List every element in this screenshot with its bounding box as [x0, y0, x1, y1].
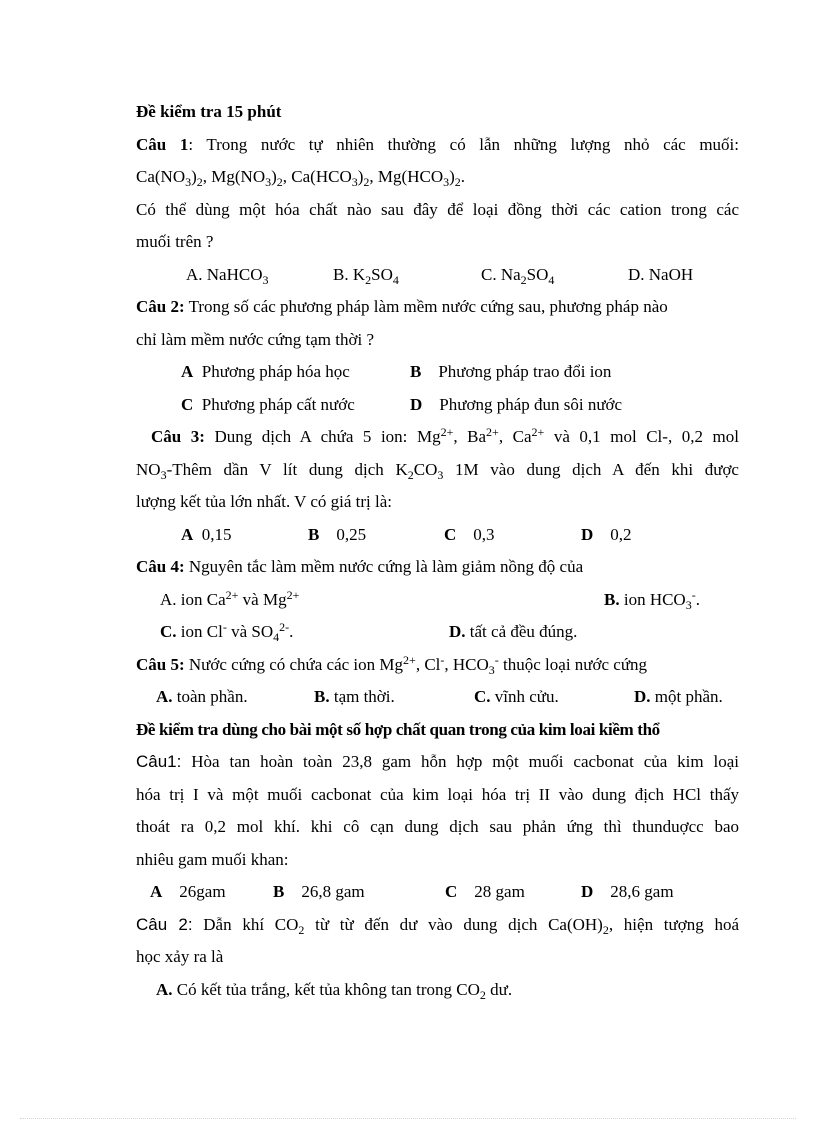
q2-options-row2: [136, 389, 739, 422]
q5-line1: Câu 5: Nước cứng có chứa các ion $Mg^{2+}$, Cl-, $HCO_3^-$ thuộc loại nước cứng: [136, 652, 648, 677]
q1-option-b[interactable]: B. $K_2SO_4$: [333, 264, 399, 287]
q5-option-d[interactable]: D. một phần.: [634, 687, 723, 706]
q2-option-a[interactable]: A Phương pháp hóa học: [181, 362, 350, 381]
s2q1-line2: hóa trị I và một muối cacbonat của kim loại hóa trị II vào dung địch HCl thấy: [136, 784, 739, 804]
q2-line2: chỉ làm mềm nước cứng tạm thời ?: [136, 329, 374, 349]
q4-option-b[interactable]: B. ion $HCO_3^-$.: [604, 587, 700, 612]
q3-option-d[interactable]: D 0,2: [581, 524, 632, 544]
q1-line1: Câu 1: Trong nước tự nhiên thường có lẫn những lượng nhỏ các muối:: [136, 134, 739, 154]
q2-option-d[interactable]: D Phương pháp đun sôi nước: [410, 394, 623, 414]
s2q1-option-a[interactable]: A 26gam: [150, 882, 226, 901]
q1-option-c[interactable]: C. $Na_2SO_4$: [481, 264, 555, 287]
q3-options: [136, 519, 739, 552]
q3-option-c[interactable]: C 0,3: [444, 524, 495, 544]
exam-title: Đề kiểm tra 15 phút: [136, 102, 282, 121]
section2-title: Đề kiểm tra dùng cho bài một số hợp chất quan trong của kim loai kiềm thổ: [136, 719, 660, 739]
q4-line1: Câu 4: Nguyên tắc làm mềm nước cứng là làm giảm nồng độ của: [136, 557, 584, 576]
q3-line2: $NO_3$-Thêm dần V lít dung dịch $K_2CO_3$ 1M vào dung dịch A đến khi được: [136, 459, 739, 482]
q5-option-c[interactable]: C. vĩnh cửu.: [474, 687, 559, 706]
q3-option-a[interactable]: A 0,15: [181, 524, 232, 544]
q4-option-c[interactable]: C. ion Cl- và $SO_4^{2-}$.: [160, 620, 294, 644]
q1-options: [136, 259, 739, 292]
q1-line3: Có thể dùng một hóa chất nào sau đây để loại đồng thời các cation trong các: [136, 199, 739, 219]
q4-options-row2: [136, 616, 739, 649]
q2-options-row1: [136, 356, 739, 389]
page-bottom-rule: [20, 1118, 796, 1119]
q5-option-b[interactable]: B. tạm thời.: [314, 687, 395, 706]
q3-option-b[interactable]: B 0,25: [308, 524, 367, 544]
s2q2-option-a[interactable]: A. Có kết tủa trắng, kết tủa không tan trong $CO_2$ dư.: [156, 979, 513, 1002]
q1-option-d[interactable]: D. NaOH: [628, 264, 694, 284]
q3-line1: Câu 3: Dung dịch A chứa 5 ion: $Mg^{2+}$, $Ba^{2+}$, $Ca^{2+}$ và 0,1 mol Cl-, 0,2 mol: [151, 425, 739, 446]
s2q1-option-d[interactable]: D 28,6 gam: [581, 882, 674, 901]
s2q2-line2: học xảy ra là: [136, 947, 224, 966]
s2q1-option-b[interactable]: B 26,8 gam: [273, 882, 365, 901]
q5-options: [136, 681, 739, 714]
q2-option-b[interactable]: B Phương pháp trao đổi ion: [410, 362, 612, 381]
q2-option-c[interactable]: C Phương pháp cất nước: [181, 394, 355, 414]
q1-salts: $Ca(NO_3)_2$, $Mg(NO_3)_2$, $Ca(HCO_3)_2$, $Mg(HCO_3)_2$.: [136, 167, 466, 189]
q4-option-d[interactable]: D. tất cả đều đúng.: [449, 622, 578, 641]
document-page: [136, 96, 739, 1006]
q1-line4: muối trên ?: [136, 232, 214, 251]
q2-line1: Câu 2: Trong số các phương pháp làm mềm nước cứng sau, phương pháp nào: [136, 297, 668, 316]
s2q1-line4: nhiêu gam muối khan:: [136, 849, 289, 869]
q5-option-a[interactable]: A. toàn phần.: [156, 687, 248, 706]
q1-option-a[interactable]: A. NaHCO$_3$: [186, 264, 269, 287]
s2q2-line1: Câu 2: Dẫn khí $CO_2$ từ từ đến dư vào dung dịch $Ca(OH)_2$, hiện tượng hoá: [136, 914, 739, 937]
q4-option-a[interactable]: A. ion $Ca^{2+}$ và $Mg^{2+}$: [160, 587, 300, 609]
s2q1-option-c[interactable]: C 28 gam: [445, 882, 525, 901]
s2q1-line3: thoát ra 0,2 mol khí. khi cô cạn dung dịch sau phản ứng thì thunduợcc bao: [136, 817, 739, 836]
q3-line3: lượng kết tủa lớn nhất. V có giá trị là:: [136, 492, 393, 511]
s2q1-line1: Câu1: Hòa tan hoàn toàn 23,8 gam hỗn hợp một muối cacbonat của kim loại: [136, 752, 739, 771]
q4-options-row1: [136, 584, 739, 617]
s2q1-options: [136, 876, 739, 909]
